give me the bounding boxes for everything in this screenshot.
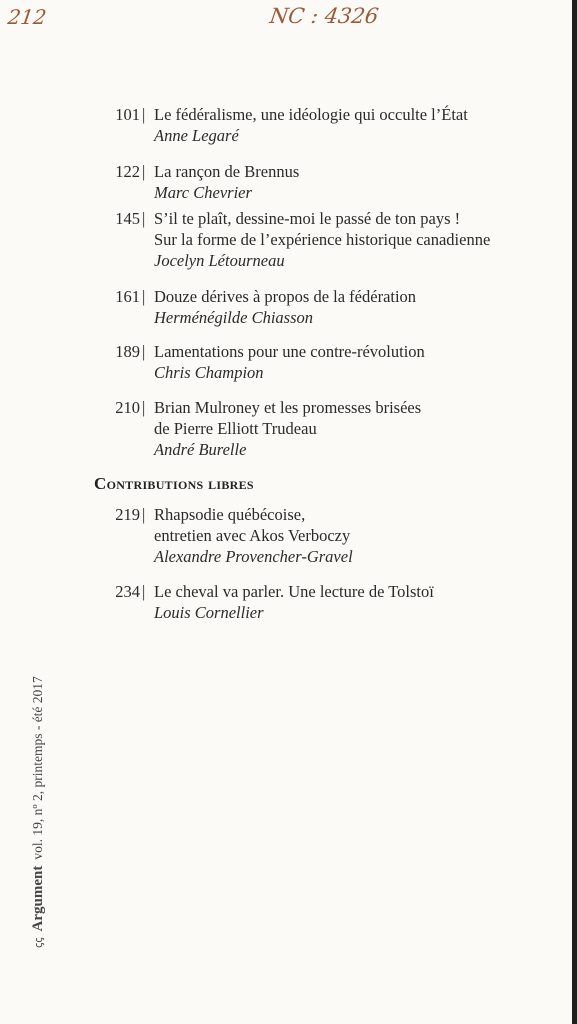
toc-page-number: 219 xyxy=(115,505,140,524)
toc-author: Anne Legaré xyxy=(154,126,239,145)
toc-title: Le fédéralisme, une idéologie qui occulte l’État xyxy=(154,105,468,124)
toc-author: Marc Chevrier xyxy=(154,183,252,202)
toc-title: Lamentations pour une contre-révolution xyxy=(154,342,425,361)
toc-page-number: 122 xyxy=(115,162,140,181)
toc-entry: 101 | Le fédéralisme, une idéologie qui occulte l’État Anne Legaré xyxy=(96,104,507,146)
toc-page-number: 161 xyxy=(115,287,140,306)
toc-page-number: 234 xyxy=(115,582,140,601)
toc-title: Le cheval va parler. Une lecture de Tolstoï xyxy=(154,582,434,601)
journal-mark-icon: ꞔꞔ xyxy=(33,937,45,948)
toc-entry: 161 | Douze dérives à propos de la fédération Herménégilde Chiasson xyxy=(96,286,507,328)
toc-entry: 234 | Le cheval va parler. Une lecture de Tolstoï Louis Cornellier xyxy=(96,581,507,623)
journal-name: Argument xyxy=(30,865,46,932)
issue-info: vol. 19, nº 2, printemps - été 2017 xyxy=(30,676,45,860)
toc-entry: 122 | La rançon de Brennus Marc Chevrier xyxy=(96,161,507,203)
toc-author: André Burelle xyxy=(154,440,247,459)
toc-subtitle: Sur la forme de l’expérience historique canadienne xyxy=(154,230,491,249)
toc-title-continued: de Pierre Elliott Trudeau xyxy=(154,419,317,438)
toc-author: Jocelyn Létourneau xyxy=(154,251,285,270)
toc-title: La rançon de Brennus xyxy=(154,162,300,181)
toc-title: Douze dérives à propos de la fédération xyxy=(154,287,417,306)
toc-entry: 210 | Brian Mulroney et les promesses brisées de Pierre Elliott Trudeau André Burelle xyxy=(96,397,507,460)
toc-author: Herménégilde Chiasson xyxy=(154,308,314,327)
toc-author: Louis Cornellier xyxy=(154,603,264,622)
handwritten-catalog-code: NC : 4326 xyxy=(268,4,380,28)
toc-author: Alexandre Provencher-Gravel xyxy=(154,547,353,566)
handwritten-page-number: 212 xyxy=(6,5,48,29)
toc-entry: 145 | S’il te plaît, dessine-moi le passé de ton pays ! Sur la forme de l’expérience historique canadienne Jocelyn Létourneau xyxy=(96,208,507,271)
toc-title: Rhapsodie québécoise, xyxy=(154,505,306,524)
section-heading: Contributions libres xyxy=(94,474,254,493)
toc-author: Chris Champion xyxy=(154,363,264,382)
toc-page-number: 189 xyxy=(115,342,140,361)
running-footer xyxy=(30,676,47,948)
toc-title-continued: entretien avec Akos Verboczy xyxy=(154,526,351,545)
toc-page-number: 145 xyxy=(115,209,140,228)
toc-entry: 189 | Lamentations pour une contre-révolution Chris Champion xyxy=(96,341,507,383)
toc-entry: 219 | Rhapsodie québécoise, entretien avec Akos Verboczy Alexandre Provencher-Gravel xyxy=(96,504,507,567)
toc-title: Brian Mulroney et les promesses brisées xyxy=(154,398,422,417)
page-edge xyxy=(572,0,577,1024)
toc-page-number: 101 xyxy=(115,105,140,124)
toc-page-number: 210 xyxy=(115,398,140,417)
toc-title: S’il te plaît, dessine-moi le passé de ton pays ! xyxy=(154,209,461,228)
